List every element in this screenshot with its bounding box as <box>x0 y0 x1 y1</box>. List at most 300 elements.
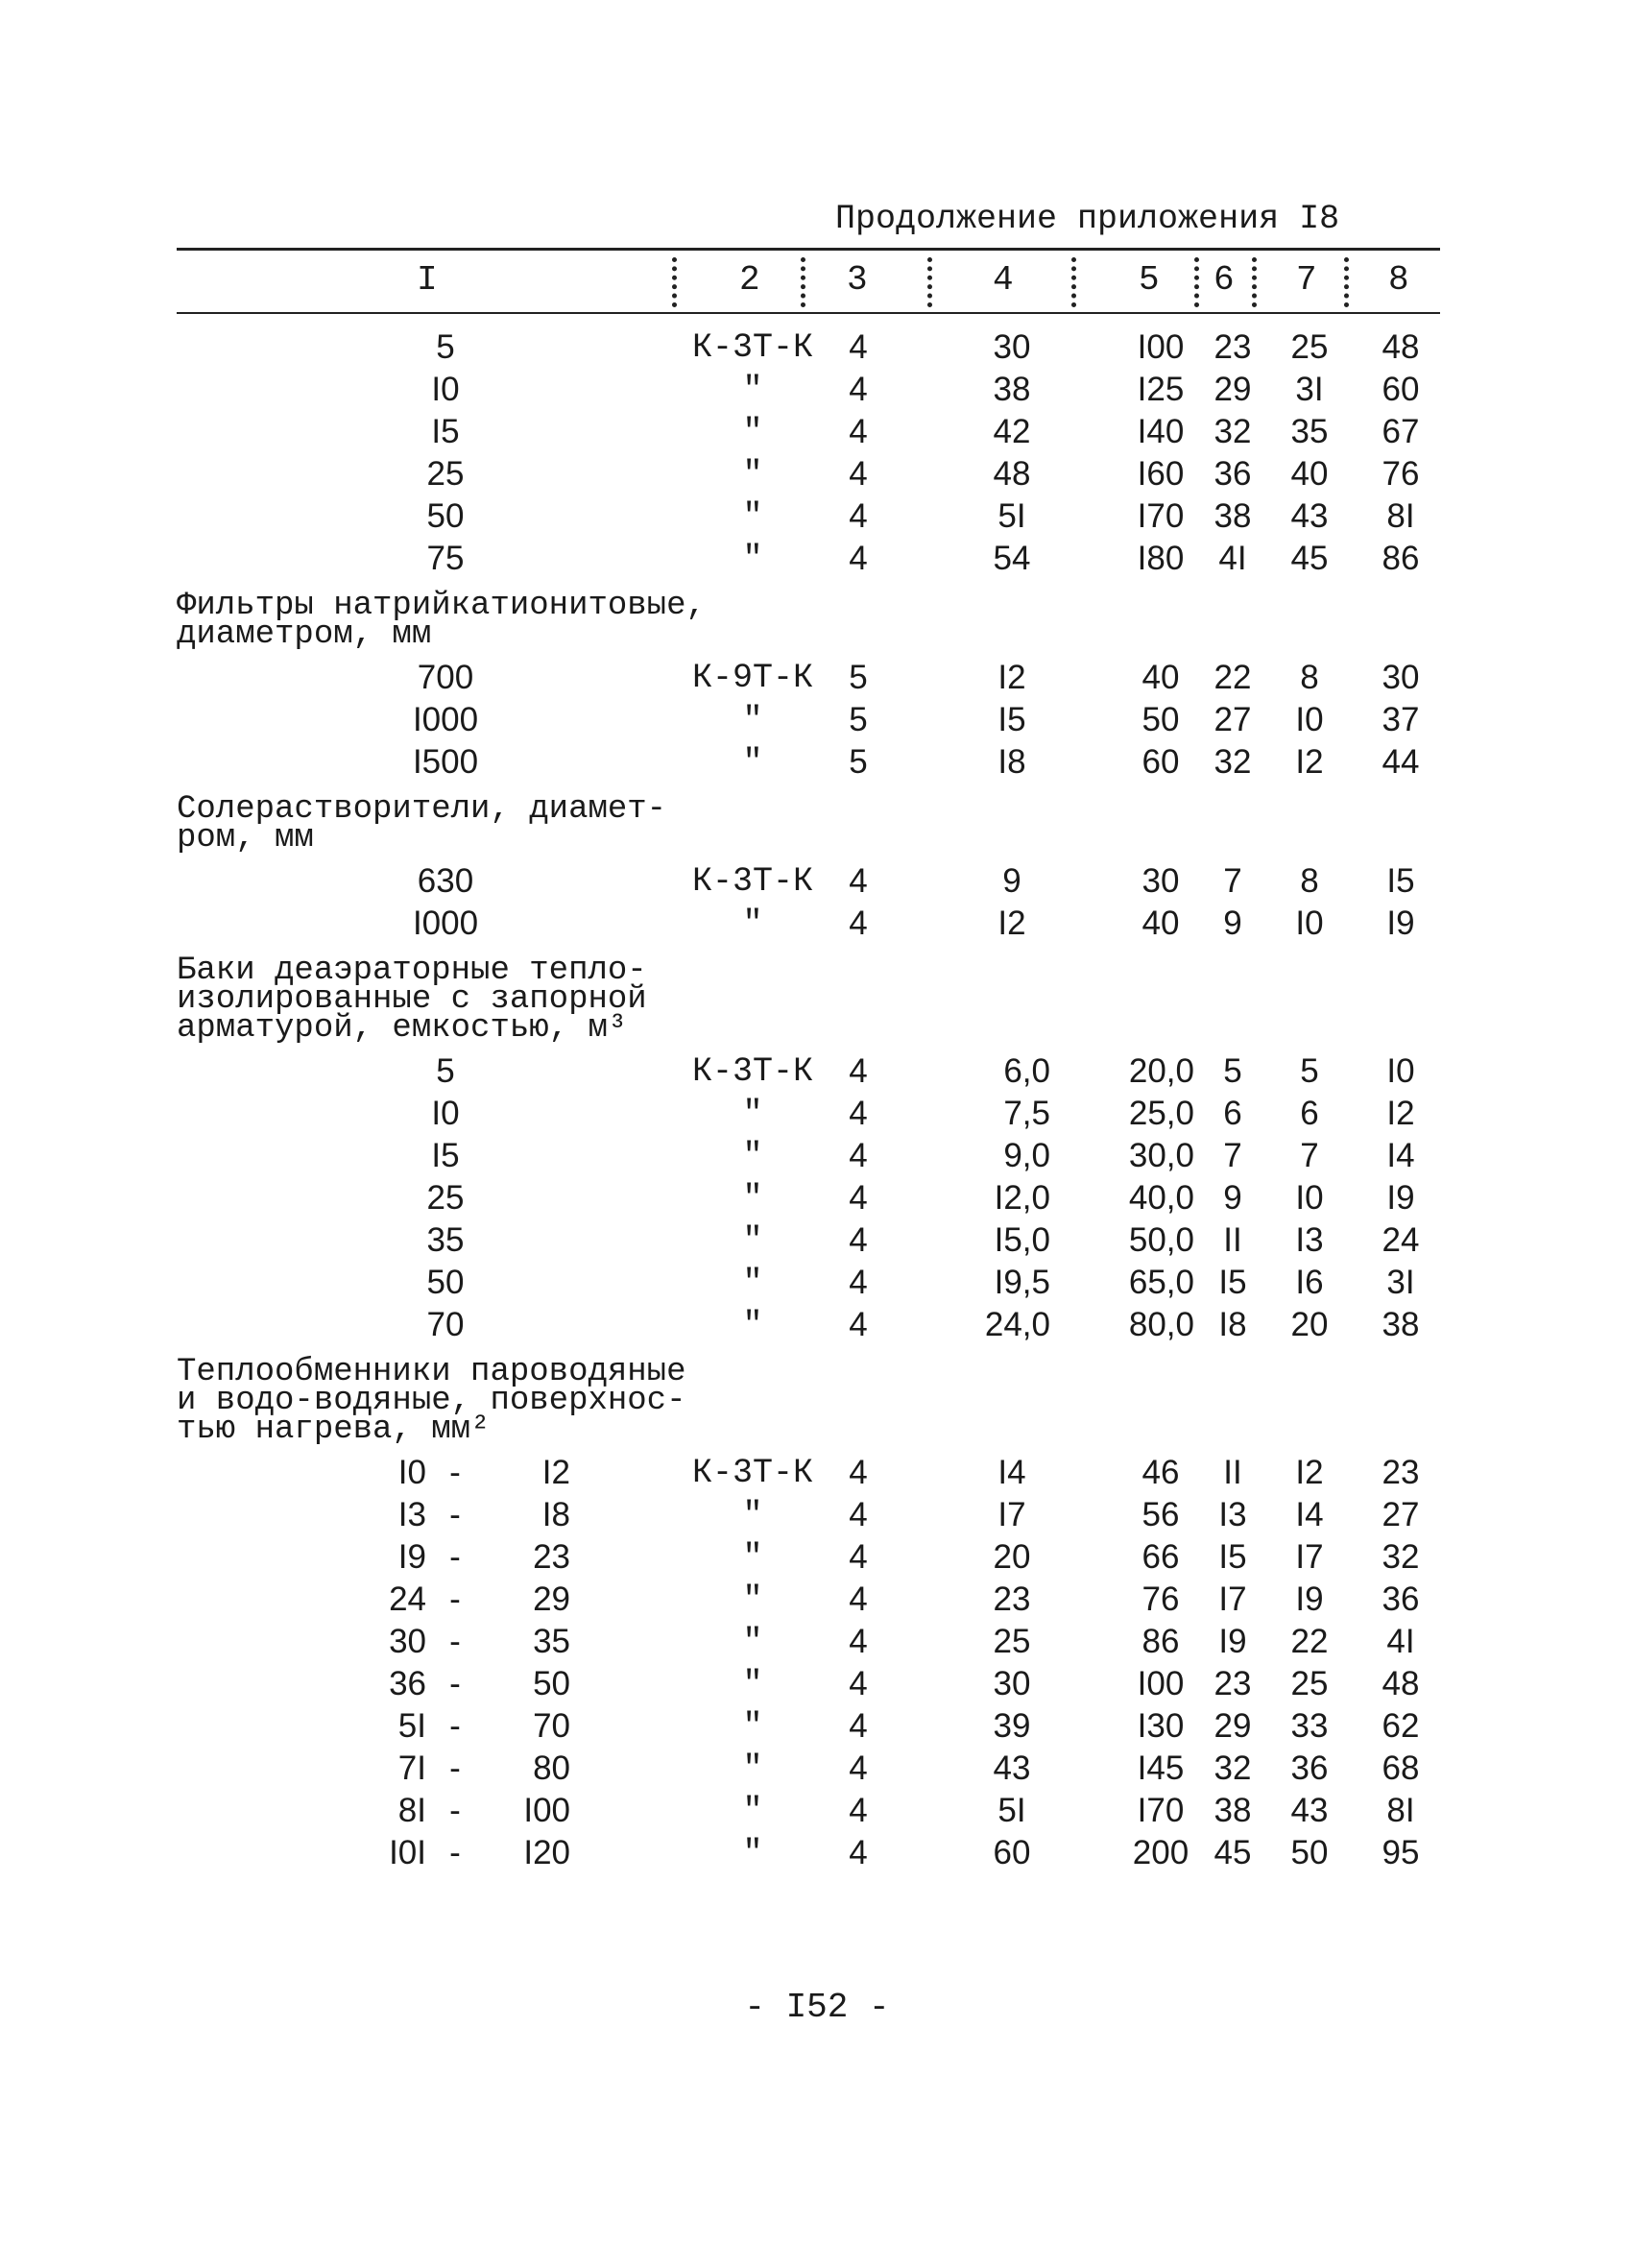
col4-cell: 30 <box>993 328 1031 366</box>
range-from-cell: I9 <box>397 1538 426 1576</box>
col7-cell: I7 <box>1295 1538 1324 1576</box>
col7-cell: I9 <box>1295 1580 1324 1618</box>
col6-cell: 38 <box>1213 497 1252 535</box>
col3-cell: 4 <box>849 1538 868 1576</box>
col5-cell: 30 <box>1141 862 1180 900</box>
range-dash-cell: - <box>449 1749 461 1787</box>
range-dash-cell: - <box>449 1538 461 1576</box>
table-row <box>177 860 1440 903</box>
section-title <box>177 580 1440 657</box>
table-row <box>177 1748 1440 1790</box>
table-row <box>177 657 1440 699</box>
header-col-1: I <box>417 260 438 300</box>
col8-cell: 62 <box>1382 1707 1420 1745</box>
table-row <box>177 1494 1440 1536</box>
range-to-cell: I8 <box>541 1496 570 1533</box>
range-to-cell: I00 <box>523 1792 570 1829</box>
size-cell: 50 <box>426 497 465 535</box>
col6-cell: 6 <box>1223 1095 1242 1132</box>
table-row <box>177 1790 1440 1832</box>
header-bottom-rule <box>177 312 1440 314</box>
section-title-line: Теплообменники пароводяные <box>177 1354 686 1390</box>
range-from-cell: 5I <box>397 1707 426 1745</box>
col3-cell: 5 <box>849 743 868 781</box>
col4-cell: 5I <box>997 1792 1026 1829</box>
col5-cell: 86 <box>1141 1623 1180 1660</box>
col3-cell: 4 <box>849 328 868 366</box>
range-from-cell: 8I <box>397 1792 426 1829</box>
col5-cell: 46 <box>1141 1454 1180 1491</box>
col4-cell: 20 <box>993 1538 1031 1576</box>
size-cell: 50 <box>426 1264 465 1301</box>
col7-cell: I0 <box>1295 1179 1324 1217</box>
range-to-cell: 70 <box>533 1707 570 1745</box>
size-cell: I000 <box>412 905 479 942</box>
range-dash-cell: - <box>449 1580 461 1618</box>
col7-cell: 33 <box>1290 1707 1329 1745</box>
col8-cell: 23 <box>1382 1454 1420 1491</box>
col6-cell: II <box>1223 1454 1242 1491</box>
section-title-line: ром, мм <box>177 820 314 857</box>
col8-cell: 37 <box>1382 701 1420 738</box>
col4-cell: 60 <box>993 1834 1031 1871</box>
col3-cell: 4 <box>849 1834 868 1871</box>
range-dash-cell: - <box>449 1707 461 1745</box>
col3-cell: 4 <box>849 413 868 450</box>
col7-cell: 6 <box>1300 1095 1319 1132</box>
col5-cell: 76 <box>1141 1580 1180 1618</box>
size-cell: I0 <box>431 1095 460 1132</box>
col6-cell: 22 <box>1213 659 1252 696</box>
col7-cell: I2 <box>1295 1454 1324 1491</box>
type-cell: " <box>742 743 763 782</box>
size-cell: 25 <box>426 455 465 493</box>
table-row <box>177 538 1440 580</box>
range-dash-cell: - <box>449 1623 461 1660</box>
col3-cell: 4 <box>849 1580 868 1618</box>
type-cell: " <box>742 1179 763 1218</box>
col8-cell: 60 <box>1382 371 1420 408</box>
col8-cell: I5 <box>1386 862 1415 900</box>
col3-cell: 4 <box>849 455 868 493</box>
col4-cell: 9,0 <box>1003 1137 1050 1174</box>
table-row <box>177 453 1440 495</box>
col5-cell: I30 <box>1137 1707 1185 1745</box>
type-cell: " <box>742 1496 763 1534</box>
range-to-cell: I2 <box>541 1454 570 1491</box>
col6-cell: 23 <box>1213 328 1252 366</box>
table-row <box>177 1050 1440 1093</box>
header-col-5: 5 <box>1139 260 1160 300</box>
col8-cell: 48 <box>1382 328 1420 366</box>
col5-cell: 20,0 <box>1128 1052 1194 1090</box>
col5-cell: I00 <box>1137 328 1185 366</box>
col4-cell: I9,5 <box>994 1264 1050 1301</box>
table-row <box>177 1621 1440 1663</box>
range-from-cell: I3 <box>397 1496 426 1533</box>
header-top-rule <box>177 248 1440 251</box>
col3-cell: 4 <box>849 1707 868 1745</box>
col7-cell: 8 <box>1300 862 1319 900</box>
col5-cell: I25 <box>1137 371 1185 408</box>
type-cell: " <box>742 455 763 494</box>
col6-cell: 27 <box>1213 701 1252 738</box>
col7-cell: 45 <box>1290 540 1329 577</box>
col6-cell: 36 <box>1213 455 1252 493</box>
header-col-4: 4 <box>993 260 1014 300</box>
range-dash-cell: - <box>449 1792 461 1829</box>
type-cell: " <box>742 1137 763 1175</box>
col7-cell: I2 <box>1295 743 1324 781</box>
size-cell: 25 <box>426 1179 465 1217</box>
type-cell: " <box>742 1264 763 1302</box>
type-cell: К-3Т-К <box>691 328 814 367</box>
col7-cell: 5 <box>1300 1052 1319 1090</box>
size-cell: 75 <box>426 540 465 577</box>
range-to-cell: 80 <box>533 1749 570 1787</box>
col7-cell: 25 <box>1290 1665 1329 1702</box>
table-row <box>177 741 1440 784</box>
col8-cell: I2 <box>1386 1095 1415 1132</box>
type-cell: К-3Т-К <box>691 862 814 901</box>
col8-cell: 30 <box>1382 659 1420 696</box>
section-title <box>177 1346 1440 1452</box>
type-cell: " <box>742 1792 763 1830</box>
col8-cell: 8I <box>1386 497 1415 535</box>
col6-cell: I8 <box>1218 1306 1247 1343</box>
section-title-line: Фильтры натрийкатионитовые, <box>177 588 706 624</box>
col8-cell: 44 <box>1382 743 1420 781</box>
col6-cell: I7 <box>1218 1580 1247 1618</box>
col7-cell: 20 <box>1290 1306 1329 1343</box>
col4-cell: 23 <box>993 1580 1031 1618</box>
size-cell: 700 <box>417 659 474 696</box>
table-body <box>177 326 1440 1874</box>
col4-cell: I4 <box>997 1454 1026 1491</box>
type-cell: " <box>742 1834 763 1872</box>
section-title-line: изолированные с запорной <box>177 981 647 1018</box>
col3-cell: 4 <box>849 497 868 535</box>
range-to-cell: 35 <box>533 1623 570 1660</box>
table-row <box>177 1663 1440 1705</box>
col4-cell: I2 <box>997 905 1026 942</box>
col6-cell: 32 <box>1213 743 1252 781</box>
col7-cell: I6 <box>1295 1264 1324 1301</box>
type-cell: К-3Т-К <box>691 1052 814 1091</box>
section-title-line: арматурой, емкостью, м³ <box>177 1010 628 1047</box>
range-dash-cell: - <box>449 1496 461 1533</box>
col5-cell: 65,0 <box>1128 1264 1194 1301</box>
type-cell: " <box>742 497 763 536</box>
col5-cell: I70 <box>1137 497 1185 535</box>
table-row <box>177 1832 1440 1874</box>
col8-cell: 38 <box>1382 1306 1420 1343</box>
size-cell: I5 <box>431 1137 460 1174</box>
table-row <box>177 699 1440 741</box>
col5-cell: I70 <box>1137 1792 1185 1829</box>
header-divider <box>1194 257 1199 307</box>
col4-cell: 48 <box>993 455 1031 493</box>
range-dash-cell: - <box>449 1834 461 1871</box>
col5-cell: 60 <box>1141 743 1180 781</box>
col3-cell: 4 <box>849 1137 868 1174</box>
col4-cell: I8 <box>997 743 1026 781</box>
col6-cell: I3 <box>1218 1496 1247 1533</box>
col8-cell: 3I <box>1386 1264 1415 1301</box>
col5-cell: I40 <box>1137 413 1185 450</box>
header-col-6: 6 <box>1213 260 1235 300</box>
col5-cell: I45 <box>1137 1749 1185 1787</box>
table-row <box>177 1177 1440 1219</box>
col3-cell: 4 <box>849 1623 868 1660</box>
type-cell: К-9Т-К <box>691 659 814 697</box>
col6-cell: 23 <box>1213 1665 1252 1702</box>
col4-cell: 43 <box>993 1749 1031 1787</box>
col4-cell: 25 <box>993 1623 1031 1660</box>
col4-cell: I2,0 <box>994 1179 1050 1217</box>
range-from-cell: I0 <box>397 1454 426 1491</box>
col4-cell: 38 <box>993 371 1031 408</box>
col6-cell: 4I <box>1218 540 1247 577</box>
type-cell: К-3Т-К <box>691 1454 814 1492</box>
size-cell: I000 <box>412 701 479 738</box>
col4-cell: 39 <box>993 1707 1031 1745</box>
col5-cell: 66 <box>1141 1538 1180 1576</box>
col5-cell: I80 <box>1137 540 1185 577</box>
type-cell: " <box>742 371 763 409</box>
col3-cell: 4 <box>849 1052 868 1090</box>
table-row <box>177 1304 1440 1346</box>
table-row <box>177 411 1440 453</box>
col6-cell: 29 <box>1213 1707 1252 1745</box>
section-title-line: Солерастворители, диамет- <box>177 791 667 828</box>
col3-cell: 4 <box>849 1264 868 1301</box>
col7-cell: 35 <box>1290 413 1329 450</box>
col8-cell: 68 <box>1382 1749 1420 1787</box>
col7-cell: I0 <box>1295 701 1324 738</box>
col5-cell: 40 <box>1141 659 1180 696</box>
col6-cell: 7 <box>1223 862 1242 900</box>
col3-cell: 4 <box>849 1749 868 1787</box>
col3-cell: 4 <box>849 1095 868 1132</box>
type-cell: " <box>742 1538 763 1577</box>
header-divider <box>1252 257 1257 307</box>
col4-cell: 54 <box>993 540 1031 577</box>
col8-cell: 76 <box>1382 455 1420 493</box>
col5-cell: 40,0 <box>1128 1179 1194 1217</box>
size-cell: 35 <box>426 1221 465 1259</box>
col5-cell: I60 <box>1137 455 1185 493</box>
col3-cell: 4 <box>849 1496 868 1533</box>
range-dash-cell: - <box>449 1665 461 1702</box>
col3-cell: 4 <box>849 1665 868 1702</box>
col4-cell: I5,0 <box>994 1221 1050 1259</box>
table-row <box>177 369 1440 411</box>
col3-cell: 4 <box>849 540 868 577</box>
col4-cell: I7 <box>997 1496 1026 1533</box>
type-cell: " <box>742 1095 763 1133</box>
col3-cell: 4 <box>849 905 868 942</box>
col6-cell: 45 <box>1213 1834 1252 1871</box>
col6-cell: I5 <box>1218 1538 1247 1576</box>
col5-cell: I00 <box>1137 1665 1185 1702</box>
header-divider <box>801 257 805 307</box>
table-caption: Продолжение приложения I8 <box>835 200 1340 238</box>
type-cell: " <box>742 540 763 578</box>
type-cell: " <box>742 905 763 943</box>
table-row <box>177 1536 1440 1579</box>
type-cell: " <box>742 1665 763 1703</box>
size-cell: 5 <box>436 1052 455 1090</box>
header-col-3: 3 <box>847 260 868 300</box>
size-cell: I500 <box>412 743 479 781</box>
range-to-cell: I20 <box>523 1834 570 1871</box>
col6-cell: 38 <box>1213 1792 1252 1829</box>
section-title <box>177 784 1440 860</box>
col6-cell: 9 <box>1223 1179 1242 1217</box>
col5-cell: 50,0 <box>1128 1221 1194 1259</box>
col4-cell: I2 <box>997 659 1026 696</box>
col3-cell: 4 <box>849 371 868 408</box>
col8-cell: 95 <box>1382 1834 1420 1871</box>
col5-cell: 30,0 <box>1128 1137 1194 1174</box>
col4-cell: 9 <box>1002 862 1021 900</box>
col5-cell: 56 <box>1141 1496 1180 1533</box>
col7-cell: 43 <box>1290 1792 1329 1829</box>
header-divider <box>1344 257 1349 307</box>
section-title-line: тью нагрева, мм² <box>177 1411 491 1448</box>
type-cell: " <box>742 1749 763 1788</box>
col8-cell: 67 <box>1382 413 1420 450</box>
col4-cell: 7,5 <box>1003 1095 1050 1132</box>
col3-cell: 5 <box>849 701 868 738</box>
col5-cell: 25,0 <box>1128 1095 1194 1132</box>
col8-cell: I9 <box>1386 905 1415 942</box>
col7-cell: 25 <box>1290 328 1329 366</box>
section-title-line: и водо-водяные, поверхнос- <box>177 1383 686 1419</box>
col7-cell: 8 <box>1300 659 1319 696</box>
col7-cell: 36 <box>1290 1749 1329 1787</box>
col4-cell: I5 <box>997 701 1026 738</box>
col7-cell: 22 <box>1290 1623 1329 1660</box>
col8-cell: 36 <box>1382 1580 1420 1618</box>
table-row <box>177 495 1440 538</box>
col7-cell: 40 <box>1290 455 1329 493</box>
table-row <box>177 1705 1440 1748</box>
col8-cell: 48 <box>1382 1665 1420 1702</box>
section-title <box>177 945 1440 1050</box>
col8-cell: 4I <box>1386 1623 1415 1660</box>
type-cell: " <box>742 1221 763 1260</box>
col8-cell: 24 <box>1382 1221 1420 1259</box>
table-row <box>177 1219 1440 1262</box>
size-cell: I0 <box>431 371 460 408</box>
header-divider <box>672 257 677 307</box>
col4-cell: 5I <box>997 497 1026 535</box>
size-cell: 70 <box>426 1306 465 1343</box>
col7-cell: 7 <box>1300 1137 1319 1174</box>
section-title-line: диаметром, мм <box>177 616 432 653</box>
col3-cell: 4 <box>849 1179 868 1217</box>
col6-cell: 32 <box>1213 413 1252 450</box>
header-divider <box>927 257 932 307</box>
col6-cell: 5 <box>1223 1052 1242 1090</box>
table-row <box>177 326 1440 369</box>
col6-cell: I9 <box>1218 1623 1247 1660</box>
size-cell: 5 <box>436 328 455 366</box>
col7-cell: 50 <box>1290 1834 1329 1871</box>
col8-cell: 86 <box>1382 540 1420 577</box>
size-cell: I5 <box>431 413 460 450</box>
col4-cell: 42 <box>993 413 1031 450</box>
range-to-cell: 29 <box>533 1580 570 1618</box>
col3-cell: 4 <box>849 862 868 900</box>
col3-cell: 4 <box>849 1306 868 1343</box>
col6-cell: 32 <box>1213 1749 1252 1787</box>
type-cell: " <box>742 1580 763 1619</box>
col4-cell: 6,0 <box>1003 1052 1050 1090</box>
col3-cell: 4 <box>849 1221 868 1259</box>
type-cell: " <box>742 1306 763 1344</box>
col6-cell: II <box>1223 1221 1242 1259</box>
header-col-2: 2 <box>739 260 760 300</box>
page-number: - I52 - <box>744 1988 890 2027</box>
col5-cell: 50 <box>1141 701 1180 738</box>
type-cell: " <box>742 1623 763 1661</box>
col8-cell: 8I <box>1386 1792 1415 1829</box>
section-title-line: Баки деаэраторные тепло- <box>177 953 647 989</box>
table-row <box>177 1135 1440 1177</box>
range-to-cell: 50 <box>533 1665 570 1702</box>
table-row <box>177 1262 1440 1304</box>
col8-cell: I4 <box>1386 1137 1415 1174</box>
col3-cell: 4 <box>849 1454 868 1491</box>
col7-cell: I3 <box>1295 1221 1324 1259</box>
col6-cell: 29 <box>1213 371 1252 408</box>
range-from-cell: I0I <box>389 1834 426 1871</box>
range-to-cell: 23 <box>533 1538 570 1576</box>
col8-cell: I9 <box>1386 1179 1415 1217</box>
col8-cell: I0 <box>1386 1052 1415 1090</box>
range-from-cell: 30 <box>389 1623 426 1660</box>
range-dash-cell: - <box>449 1454 461 1491</box>
col4-cell: 24,0 <box>984 1306 1050 1343</box>
col3-cell: 5 <box>849 659 868 696</box>
table-row <box>177 1579 1440 1621</box>
range-from-cell: 24 <box>389 1580 426 1618</box>
col6-cell: 9 <box>1223 905 1242 942</box>
col5-cell: 40 <box>1141 905 1180 942</box>
col8-cell: 32 <box>1382 1538 1420 1576</box>
col3-cell: 4 <box>849 1792 868 1829</box>
table-row <box>177 1452 1440 1494</box>
size-cell: 630 <box>417 862 474 900</box>
type-cell: " <box>742 701 763 739</box>
type-cell: " <box>742 1707 763 1746</box>
type-cell: " <box>742 413 763 451</box>
header-divider <box>1071 257 1076 307</box>
col6-cell: I5 <box>1218 1264 1247 1301</box>
col7-cell: 3I <box>1295 371 1324 408</box>
range-from-cell: 7I <box>397 1749 426 1787</box>
table-row <box>177 1093 1440 1135</box>
header-col-8: 8 <box>1388 260 1409 300</box>
col7-cell: I4 <box>1295 1496 1324 1533</box>
col7-cell: 43 <box>1290 497 1329 535</box>
col8-cell: 27 <box>1382 1496 1420 1533</box>
header-col-7: 7 <box>1296 260 1317 300</box>
col5-cell: 80,0 <box>1128 1306 1194 1343</box>
